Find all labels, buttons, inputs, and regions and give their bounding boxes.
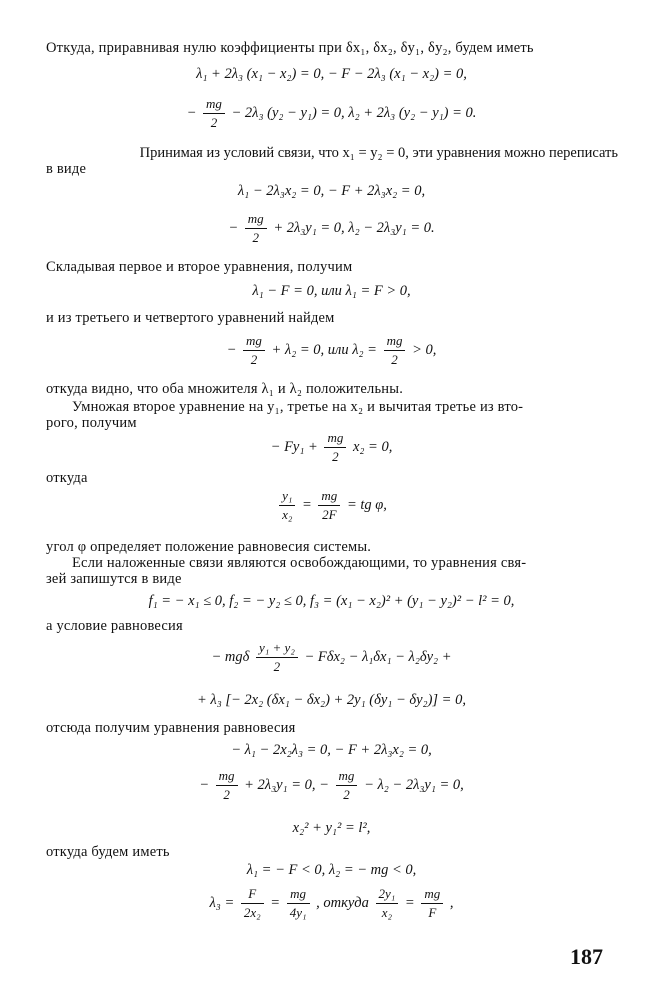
equation-5: λ₁ − F = 0, или λ₁ = F > 0, <box>252 283 411 299</box>
paragraph-line: Принимая из условий связи, что x₁ = y₂ = 0, эти уравнения можно переписать <box>139 145 618 161</box>
page-number: 187 <box>570 944 603 969</box>
equation-3: λ₁ − 2λ₃x₂ = 0, − F + 2λ₃x₂ = 0, <box>237 183 426 199</box>
equation-15: λ₁ = − F < 0, λ₂ = − mg < 0, <box>246 862 417 878</box>
equation-2: − $\frac{mg}{2}$ − 2λ₃ (y₂ − y₁) = 0, λ₂ + 2λ₃ (y₂ − y₁) = 0. <box>186 96 477 130</box>
paragraph-line: Если наложенные связи являются освобождающими, то уравнения свя- <box>72 555 527 571</box>
paragraph-line: откуда <box>46 470 88 486</box>
equation-10: − mgδ $\frac{\text{y₁ + y₂}}{2}$ − Fδx₂ − λ₁δx₁ − λ₂δy₂ + <box>211 640 452 674</box>
equation-4: − $\frac{mg}{2}$ + 2λ₃y₁ = 0, λ₂ − 2λ₃y₁ = 0. <box>228 211 435 245</box>
paragraph-line: отсюда получим уравнения равновесия <box>46 720 296 736</box>
fraction-y1-plus-y2: $\frac{\text{y₁ + y₂}}{2}$ <box>256 640 298 675</box>
fraction-mg-2: $\frac{mg}{2}$ <box>245 211 267 246</box>
paragraph-line: Складывая первое и второе уравнения, получим <box>46 259 353 275</box>
paragraph-line: зей запишутся в виде <box>46 571 182 587</box>
equation-13: − $\frac{mg}{2}$ + 2λ₃y₁ = 0, − $\frac{mg}{2}$ − λ₂ − 2λ₃y₁ = 0, <box>199 768 464 802</box>
equation-7: − Fy₁ + $\frac{mg}{2}$ x₂ = 0, <box>270 430 393 464</box>
equation-12: − λ₁ − 2x₂λ₃ = 0, − F + 2λ₃x₂ = 0, <box>231 742 432 758</box>
paragraph-line: откуда видно, что оба множителя λ₁ и λ₂ положительны. <box>46 381 404 397</box>
equation-9: f₁ = − x₁ ≤ 0, f₂ = − y₂ ≤ 0, f₃ = (x₁ − x₂)² + (y₁ − y₂)² − l² = 0, <box>148 593 515 609</box>
equation-16: λ₃ = $\frac{F}{\text{2x₂}}$ = $\frac{mg}{\text{4y₁}}$ , откуда $\frac{\text{2y₁}}{\text{x₂}}$ = $\frac{mg}{F}$ , <box>209 886 454 920</box>
paragraph-line: откуда будем иметь <box>46 844 170 860</box>
fraction-mg-2: $\frac{mg}{2}$ <box>384 333 406 368</box>
fraction-mg-2: $\frac{mg}{2}$ <box>203 96 225 131</box>
paragraph-line: и из третьего и четвертого уравнений найдем <box>46 310 335 326</box>
paragraph-line: Откуда, приравнивая нулю коэффициенты при δx₁, δx₂, δy₁, δy₂, будем иметь <box>46 40 534 56</box>
paragraph-line: а условие равновесия <box>46 618 183 634</box>
equation-11: + λ₃ [− 2x₂ (δx₁ − δx₂) + 2y₁ (δy₁ − δy₂)] = 0, <box>197 692 466 708</box>
fraction-2y1-x2: $\frac{\text{2y₁}}{\text{x₂}}$ <box>376 886 399 921</box>
fraction-F-2x2: $\frac{F}{\text{2x₂}}$ <box>241 886 264 921</box>
equation-8: $\frac{\text{y₁}}{\text{x₂}}$ = $\frac{mg}{2F}$ = tg φ, <box>0 488 663 523</box>
fraction-mg-2: $\frac{mg}{2}$ <box>216 768 238 803</box>
paragraph-line: в виде <box>46 161 87 177</box>
fraction-mg-F: $\frac{mg}{F}$ <box>421 886 443 921</box>
paragraph-line: угол φ определяет положение равновесия системы. <box>46 539 372 555</box>
fraction-mg-2: $\frac{mg}{2}$ <box>336 768 358 803</box>
equation-1: λ₁ + 2λ₃ (x₁ − x₂) = 0, − F − 2λ₃ (x₁ − x₂) = 0, <box>196 66 467 82</box>
fraction-mg-2: $\frac{mg}{2}$ <box>243 333 265 368</box>
equation-14: x₂² + y₁² = l², <box>292 820 371 836</box>
paragraph-line: рого, получим <box>46 415 137 431</box>
fraction-mg-2F: $\frac{mg}{2F}$ <box>318 488 340 523</box>
fraction-mg-4y1: $\frac{mg}{\text{4y₁}}$ <box>287 886 310 921</box>
equation-6: − $\frac{mg}{2}$ + λ₂ = 0, или λ₂ = $\frac{mg}{2}$ > 0, <box>226 333 437 367</box>
fraction-y1-x2: $\frac{\text{y₁}}{\text{x₂}}$ <box>279 488 295 523</box>
paragraph-line: Умножая второе уравнение на y₁, третье на x₂ и вычитая третье из вто- <box>72 399 524 415</box>
fraction-mg-2: $\frac{mg}{2}$ <box>324 430 346 465</box>
